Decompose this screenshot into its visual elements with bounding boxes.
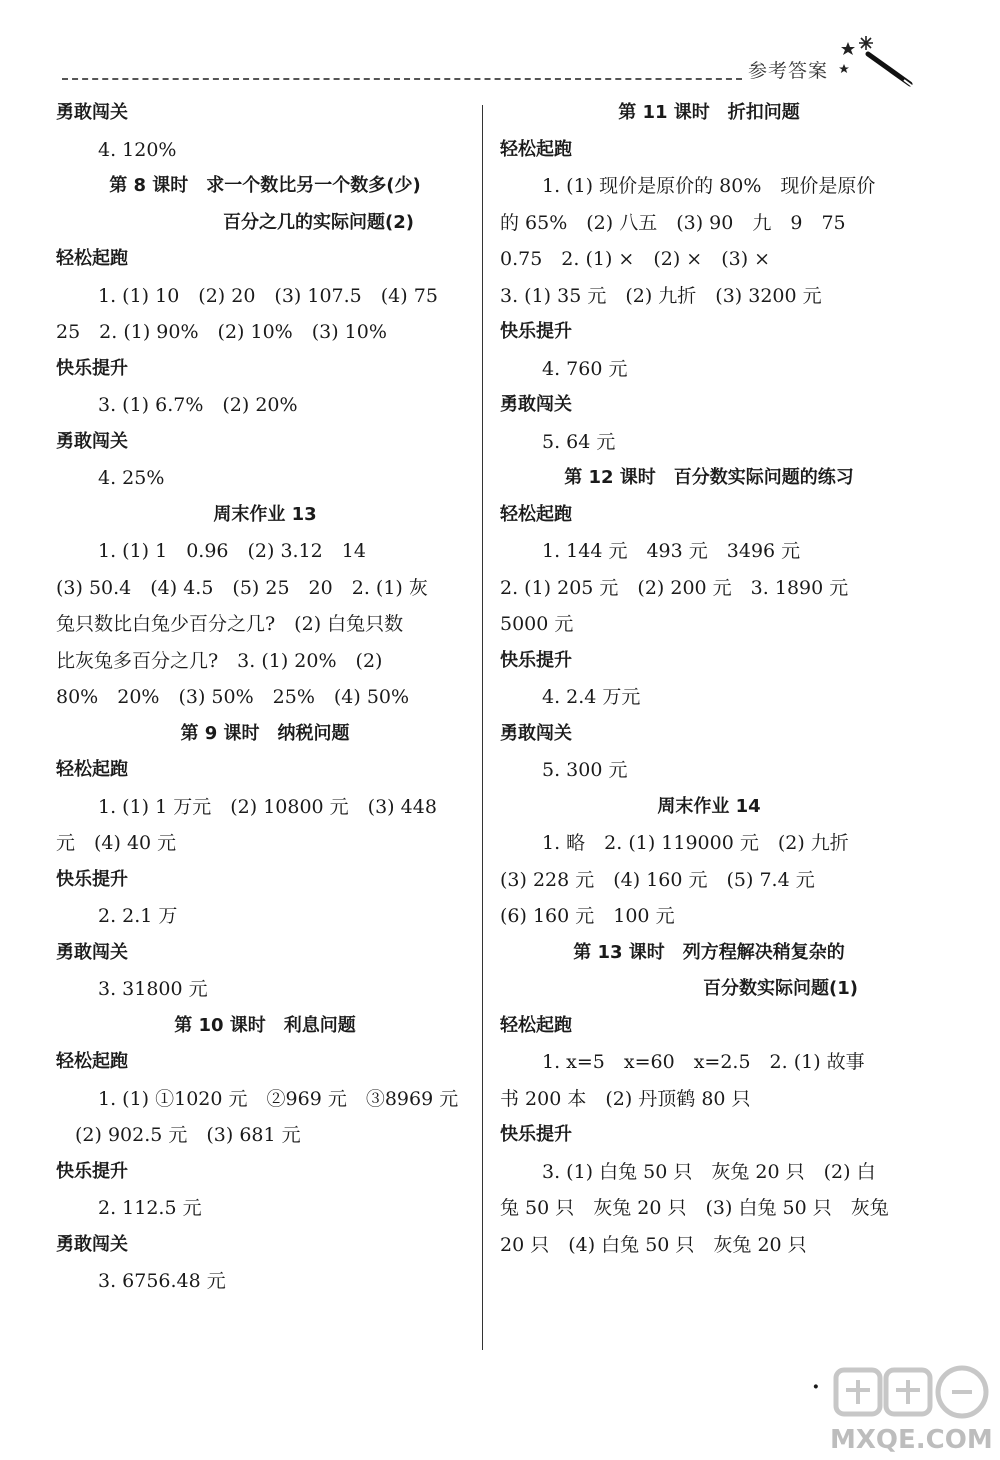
section-heading: 轻松起跑 [500, 138, 572, 160]
answer-continuation: (2) 902.5 元 (3) 681 元 [56, 1124, 301, 1146]
lesson-title: 第 12 课时 百分数实际问题的练习 [564, 467, 854, 488]
section-heading: 快乐提升 [56, 357, 128, 379]
answer-continuation: 80% 20% (3) 50% 25% (4) 50% [56, 686, 410, 708]
answer-line: 4. 760 元 [542, 357, 628, 380]
section-heading: 勇敢闯关 [56, 1233, 128, 1255]
answer-line: 1. 略 2. (1) 119000 元 (2) 九折 [542, 832, 849, 854]
answer-line: 1. (1) 1 0.96 (2) 3.12 14 [98, 540, 366, 562]
answer-continuation: 3. (1) 35 元 (2) 九折 (3) 3200 元 [500, 284, 822, 307]
star-wand-icon [838, 34, 918, 94]
header-title: 参考答案 [748, 60, 829, 82]
answer-line: 3. 6756.48 元 [98, 1270, 226, 1292]
answer-line: 4. 25% [98, 467, 165, 489]
answer-line: 1. 144 元 493 元 3496 元 [542, 540, 801, 562]
lesson-title: 第 10 课时 利息问题 [174, 1014, 356, 1036]
answer-line: 5. 300 元 [542, 759, 628, 781]
answer-line: 3. (1) 6.7% (2) 20% [98, 394, 298, 416]
lesson-title-line2: 百分数实际问题(1) [703, 978, 858, 999]
section-heading: 快乐提升 [56, 868, 128, 890]
lesson-title: 周末作业 14 [657, 795, 761, 817]
answer-line: 2. 112.5 元 [98, 1197, 202, 1219]
answer-line: 4. 120% [98, 138, 177, 161]
answer-continuation: (6) 160 元 100 元 [500, 905, 675, 927]
answer-line: 3. 31800 元 [98, 978, 208, 1000]
section-heading: 快乐提升 [500, 649, 572, 671]
lesson-title-line2: 百分之几的实际问题(2) [223, 211, 414, 233]
lesson-title: 第 11 课时 折扣问题 [618, 102, 800, 123]
header-rule [62, 78, 742, 80]
left-column [56, 95, 474, 1300]
answer-line: 1. (1) ①1020 元 ②969 元 ③8969 元 [98, 1087, 459, 1110]
answer-continuation: 兔只数比白兔少百分之几? (2) 白兔只数 [56, 613, 404, 635]
section-heading: 轻松起跑 [56, 759, 128, 780]
answer-continuation: (3) 50.4 (4) 4.5 (5) 25 20 2. (1) 灰 [56, 576, 428, 599]
answer-continuation: 书 200 本 (2) 丹顶鹤 80 只 [500, 1087, 751, 1110]
answer-line: 1. x=5 x=60 x=2.5 2. (1) 故事 [542, 1051, 865, 1073]
section-heading: 勇敢闯关 [500, 394, 572, 415]
section-heading: 快乐提升 [56, 1160, 128, 1182]
answer-continuation: 0.75 2. (1) × (2) × (3) × [500, 248, 771, 270]
lesson-title: 周末作业 13 [213, 503, 317, 525]
section-heading: 勇敢闯关 [56, 102, 128, 123]
answer-line: 3. (1) 白兔 50 只 灰兔 20 只 (2) 白 [542, 1160, 876, 1183]
answer-line: 1. (1) 10 (2) 20 (3) 107.5 (4) 75 [98, 284, 438, 307]
answer-line: 1. (1) 现价是原价的 80% 现价是原价 [542, 175, 876, 197]
section-heading: 轻松起跑 [500, 503, 572, 525]
section-heading: 勇敢闯关 [500, 722, 572, 744]
section-heading: 轻松起跑 [56, 1051, 128, 1072]
page-marker: · [812, 1374, 820, 1400]
answer-line: 4. 2.4 万元 [542, 686, 641, 708]
answer-continuation: 5000 元 [500, 613, 574, 635]
answer-continuation: 比灰兔多百分之几? 3. (1) 20% (2) [56, 649, 383, 672]
watermark-logo-icon [822, 1360, 997, 1455]
answer-continuation: 20 只 (4) 白兔 50 只 灰兔 20 只 [500, 1233, 807, 1256]
answer-continuation: 元 (4) 40 元 [56, 832, 177, 854]
answer-line: 2. 2.1 万 [98, 905, 178, 927]
section-heading: 轻松起跑 [56, 248, 128, 269]
answer-continuation: 25 2. (1) 90% (2) 10% (3) 10% [56, 321, 387, 343]
lesson-title: 第 9 课时 纳税问题 [180, 722, 350, 744]
section-heading: 勇敢闯关 [56, 941, 128, 963]
answer-line: 1. (1) 1 万元 (2) 10800 元 (3) 448 [98, 795, 437, 818]
lesson-title: 第 13 课时 列方程解决稍复杂的 [573, 941, 845, 963]
lesson-title: 第 8 课时 求一个数比另一个数多(少) [109, 175, 421, 196]
right-column [500, 95, 918, 1263]
answer-continuation: 2. (1) 205 元 (2) 200 元 3. 1890 元 [500, 576, 849, 599]
section-heading: 快乐提升 [500, 1124, 572, 1145]
answer-continuation: 兔 50 只 灰兔 20 只 (3) 白兔 50 只 灰兔 [500, 1197, 889, 1219]
answer-continuation: 的 65% (2) 八五 (3) 90 九 9 75 [500, 211, 846, 234]
answer-line: 5. 64 元 [542, 430, 616, 453]
section-heading: 快乐提升 [500, 321, 572, 342]
section-heading: 轻松起跑 [500, 1014, 572, 1036]
answer-continuation: (3) 228 元 (4) 160 元 (5) 7.4 元 [500, 868, 815, 891]
section-heading: 勇敢闯关 [56, 430, 128, 452]
column-divider [482, 105, 483, 1350]
watermark-url: MXQE.COM [830, 1425, 993, 1455]
